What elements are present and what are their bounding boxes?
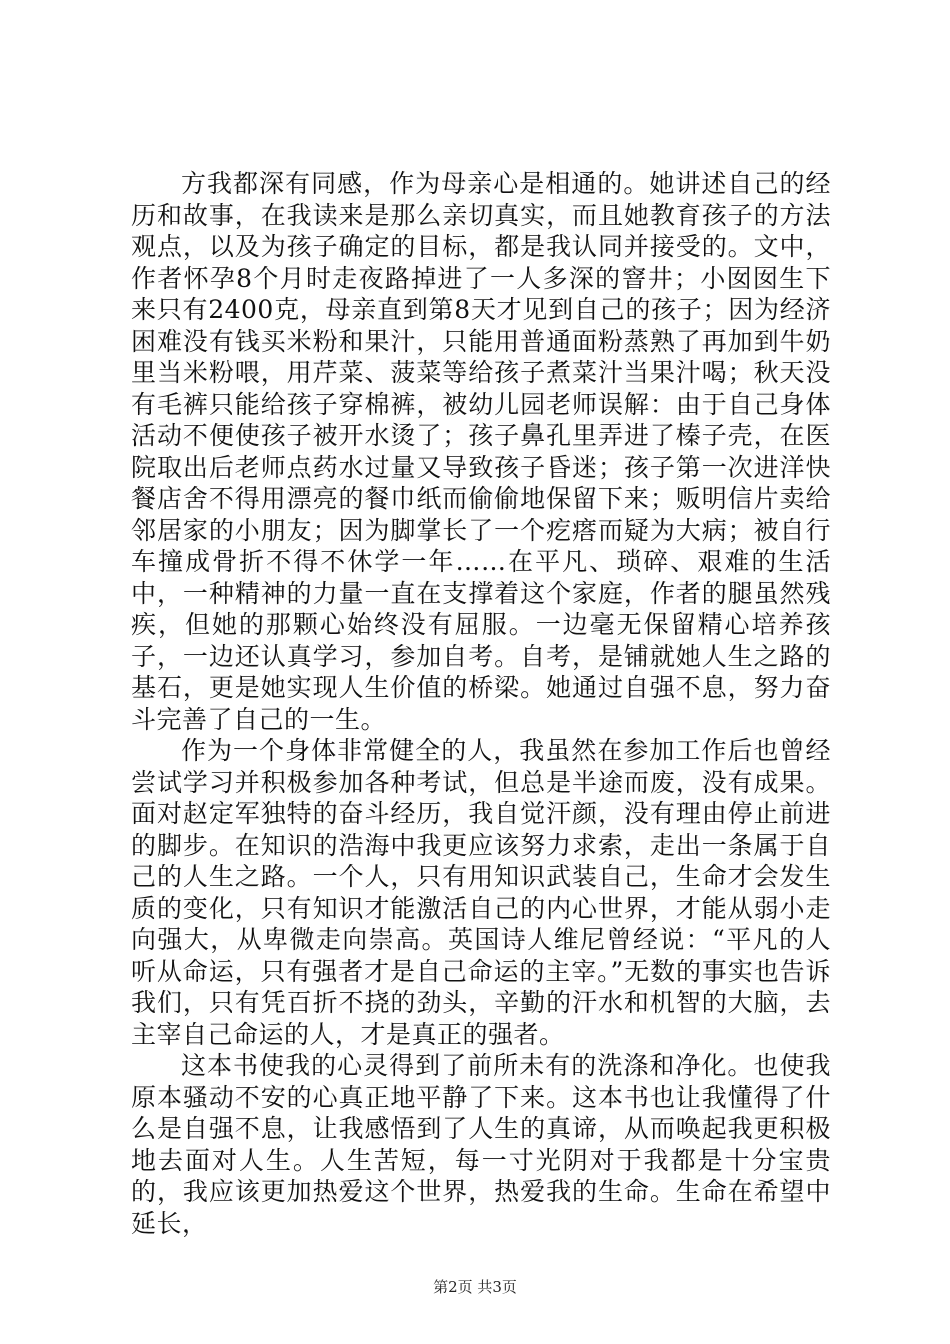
paragraph-3: 这本书使我的心灵得到了前所未有的洗涤和净化。也使我原本骚动不安的心真正地平静了下来。这本书也让我懂得了什么是自强不息，让我感悟到了人生的真谛，从而唤起我更积极地去面对人生。人生苦短，每一寸光阴对于我都是十分宝贵的，我应该更加热爱这个世界，热爱我的生命。生命在希望中延长， (131, 1051, 831, 1238)
paragraph-2: 作为一个身体非常健全的人，我虽然在参加工作后也曾经尝试学习并积极参加各种考试，但总是半途而废，没有成果。面对赵定军独特的奋斗经历，我自觉汗颜，没有理由停止前进的脚步。在知识的浩海中我更应该努力求索，走出一条属于自己的人生之路。一个人，只有用知识武装自己，生命才会发生质的变化，只有知识才能激活自己的内心世界，才能从弱小走向强大，从卑微走向崇高。英国诗人维尼曾经说：“平凡的人听从命运，只有强者才是自己命运的主宰。”无数的事实也告诉我们，只有凭百折不挠的劲头，辛勤的汗水和机智的大脑，去主宰自己命运的人，才是真正的强者。 (131, 736, 831, 1049)
page-footer: 第2页 共3页 (433, 1278, 517, 1296)
paragraph-1: 方我都深有同感，作为母亲心是相通的。她讲述自己的经历和故事，在我读来是那么亲切真实，而且她教育孩子的方法观点，以及为孩子确定的目标，都是我认同并接受的。文中，作者怀孕8个月时走夜路掉进了一人多深的窨井；小囡囡生下来只有2400克，母亲直到第8天才见到自己的孩子；因为经济困难没有钱买米粉和果汁，只能用普通面粉蒸熟了再加到牛奶里当米粉喂，用芹菜、菠菜等给孩子煮菜汁当果汁喝；秋天没有毛裤只能给孩子穿棉裤，被幼儿园老师误解：由于自己身体活动不便使孩子被开水烫了；孩子鼻孔里弄进了榛子壳，在医院取出后老师点药水过量又导致孩子昏迷；孩子第一次进洋快餐店舍不得用漂亮的餐巾纸而偷偷地保留下来；贩明信片卖给邻居家的小朋友；因为脚掌长了一个疙瘩而疑为大病；被自行车撞成骨折不得不休学一年……在平凡、琐碎、艰难的生活中，一种精神的力量一直在支撑着这个家庭，作者的腿虽然残疾，但她的那颗心始终没有屈服。一边毫无保留精心培养孩子，一边还认真学习，参加自考。自考，是铺就她人生之路的基石，更是她实现人生价值的桥梁。她通过自强不息，努力奋斗完善了自己的一生。 (131, 169, 831, 734)
body-text (131, 168, 831, 1239)
